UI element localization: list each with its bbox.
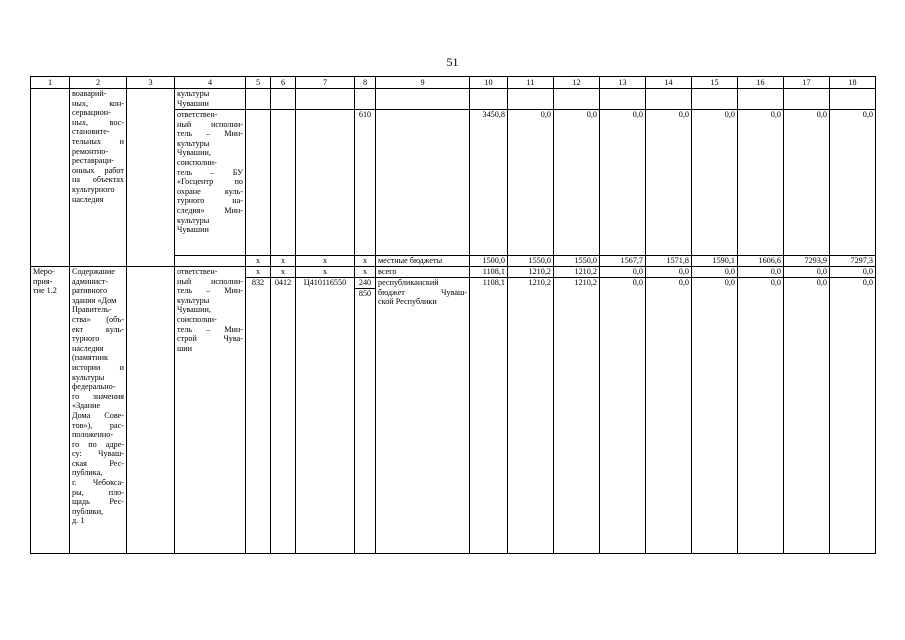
cell-value: 0,0 [646, 110, 692, 256]
cell-value: 0,0 [600, 267, 646, 278]
col-header-7: 7 [296, 77, 355, 89]
table-row: Меро- прия- тие 1.2 Содержание админист- ративного здания «Дом Правитель- ства» (объ- ект куль- турного наследия (памятник истории и культуры федерально- го значения «Здание Дома Сове- тов»), рас- положенно- го по адре- су: Чуваш- ская Рес- публика, г. Чебокса- ры, пло- щадь Рес- публики, д. 1 ответствен- ный исполни- тель – Мин- культуры Чувашии, соисполни- тель – Мин- строй Чува- шии x x x x всего 1108,1 1210,2 1210,2 0,0 0,0 0,0 0,0 0,0 0,0 [31, 267, 876, 278]
cell-value: 0,0 [508, 110, 554, 256]
column-number-row [31, 77, 876, 89]
cell-value: 1210,2 [508, 278, 554, 554]
col-header-10: 10 [470, 77, 508, 89]
cell-value: 1108,1 [470, 267, 508, 278]
col-header-14: 14 [646, 77, 692, 89]
cell-expense-types: 240 850 [355, 278, 376, 554]
cell-value: 0,0 [784, 110, 830, 256]
cell-executor: ответствен- ный исполни- тель – Мин- культуры Чувашии, соисполни- тель – БУ «Госцентр по охране куль- турного на- следия» Мин- культуры Чувашии [175, 110, 246, 256]
cell-funding-source: всего [376, 267, 470, 278]
cell-value: 1500,0 [470, 256, 508, 267]
cell-value: 0,0 [646, 267, 692, 278]
cell-value: 1606,6 [738, 256, 784, 267]
cell-value: 7297,3 [830, 256, 876, 267]
col-header-12: 12 [554, 77, 600, 89]
col-header-15: 15 [692, 77, 738, 89]
cell-value: 3450,8 [470, 110, 508, 256]
col-header-1: 1 [31, 77, 70, 89]
cell-value: 1210,2 [508, 267, 554, 278]
cell-value: 1210,2 [554, 278, 600, 554]
cell-value: 1590,1 [692, 256, 738, 267]
col-header-18: 18 [830, 77, 876, 89]
cell-value: 0,0 [830, 267, 876, 278]
col-header-9: 9 [376, 77, 470, 89]
col-header-3: 3 [127, 77, 175, 89]
col-header-5: 5 [246, 77, 271, 89]
col-header-11: 11 [508, 77, 554, 89]
cell-value: 1550,0 [508, 256, 554, 267]
cell-target-code: Ц410116550 [296, 278, 355, 554]
cell-ministry-code: 832 [246, 278, 271, 554]
cell-col3-continued [127, 89, 175, 267]
cell-funding-source: республиканский бюджет Чуваш- ской Республики [376, 278, 470, 554]
col-header-2: 2 [70, 77, 127, 89]
col-header-16: 16 [738, 77, 784, 89]
cell-value: 0,0 [600, 110, 646, 256]
cell-value: 7293,9 [784, 256, 830, 267]
cell-value: 0,0 [646, 278, 692, 554]
cell-event-executor: ответствен- ный исполни- тель – Мин- культуры Чувашии, соисполни- тель – Мин- строй Чува- шии [175, 267, 246, 554]
cell-event-number: Меро- прия- тие 1.2 [31, 267, 70, 554]
cell-value: 0,0 [738, 278, 784, 554]
cell-value: 0,0 [784, 278, 830, 554]
cell-value: 0,0 [554, 110, 600, 256]
cell-value: 0,0 [692, 267, 738, 278]
cell-value: 0,0 [738, 110, 784, 256]
cell-expense-type: 610 [355, 110, 376, 256]
table-row [31, 89, 876, 110]
cell-value: 1210,2 [554, 267, 600, 278]
cell-col1-continued [31, 89, 70, 267]
col-header-6: 6 [271, 77, 296, 89]
cell-value: 1108,1 [470, 278, 508, 554]
cell-value: 0,0 [600, 278, 646, 554]
budget-table [30, 76, 876, 554]
cell-value: 0,0 [830, 110, 876, 256]
cell-event-name: Содержание админист- ративного здания «Дом Правитель- ства» (объ- ект куль- турного наследия (памятник истории и культуры федерально- го значения «Здание Дома Сове- тов»), рас- положенно- го по адре- су: Чуваш- ская Рес- публика, г. Чебокса- ры, пло- щадь Рес- публики, д. 1 [70, 267, 127, 554]
cell-value: 1571,8 [646, 256, 692, 267]
col-header-4: 4 [175, 77, 246, 89]
cell-value: 0,0 [692, 278, 738, 554]
col-header-17: 17 [784, 77, 830, 89]
cell-event-col3 [127, 267, 175, 554]
cell-value: 0,0 [830, 278, 876, 554]
cell-value: 0,0 [784, 267, 830, 278]
cell-value: 0,0 [692, 110, 738, 256]
cell-measure-name-continued: воаварий- ных, кон- сервацион- ных, вос- становите- тельных и ремонтно- реставраци- онных работ на объектах культурного наследия [70, 89, 127, 267]
cell-value: 1550,0 [554, 256, 600, 267]
col-header-8: 8 [355, 77, 376, 89]
page-number: 51 [446, 55, 459, 69]
col-header-13: 13 [600, 77, 646, 89]
cell-section-code: 0412 [271, 278, 296, 554]
cell-funding-source: местные бюджеты [376, 256, 470, 267]
cell-value: 1567,7 [600, 256, 646, 267]
table-row: x x x x местные бюджеты 1500,0 1550,0 1550,0 1567,7 1571,8 1590,1 1606,6 7293,9 7297,3 [31, 256, 876, 267]
cell-value: 0,0 [738, 267, 784, 278]
cell-executor-top: культуры Чувашии [175, 89, 246, 110]
